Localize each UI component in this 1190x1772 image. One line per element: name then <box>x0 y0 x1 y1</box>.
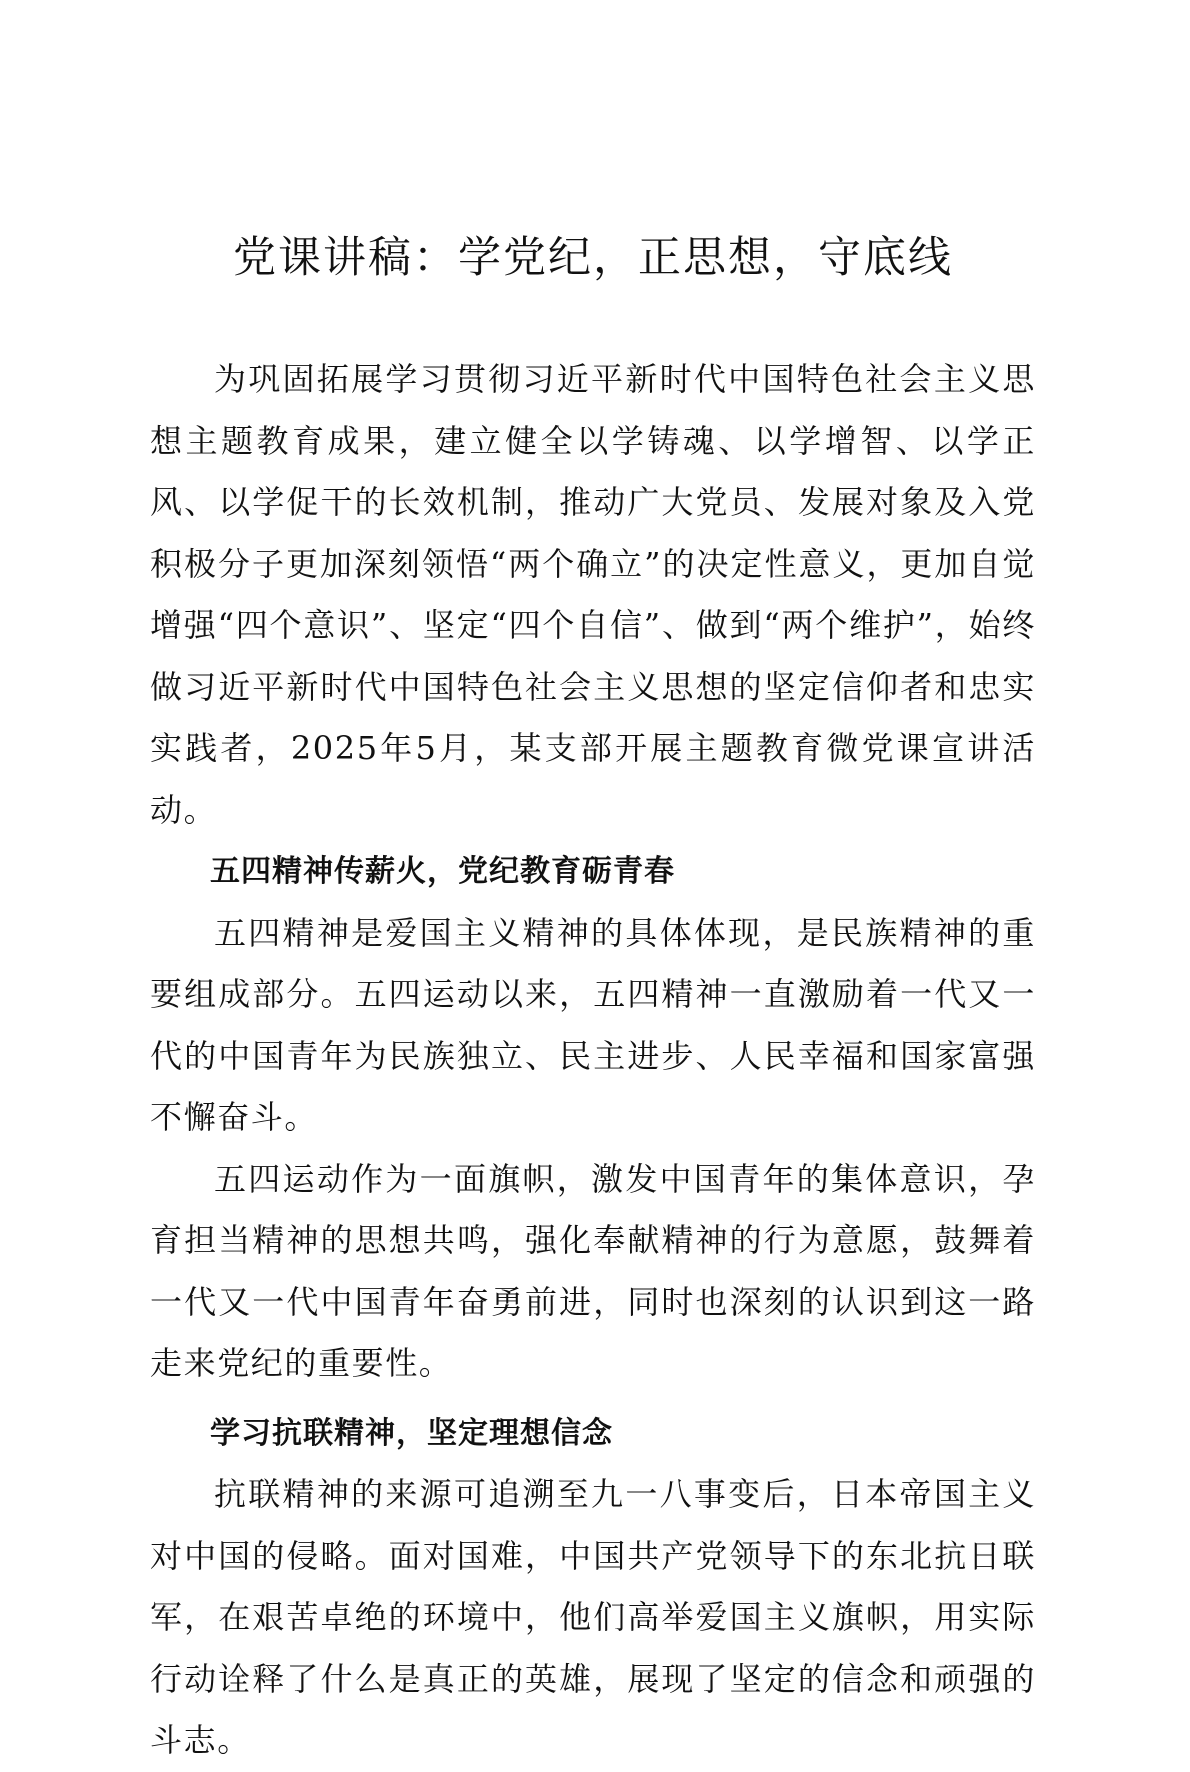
section-heading-may-fourth: 五四精神传薪火，党纪教育砺青春 <box>210 854 675 889</box>
section-heading-anti-japanese-alliance: 学习抗联精神，坚定理想信念 <box>210 1415 613 1451</box>
document-body <box>150 349 1036 1772</box>
section-paragraph: 五四精神是爱国主义精神的具体体现，是民族精神的重要组成部分。五四运动以来，五四精神一直激励着一代又一代的中国青年为民族独立、民主进步、人民幸福和国家富强不懈奋斗。 <box>150 913 1036 1136</box>
intro-paragraph: 为巩固拓展学习贯彻习近平新时代中国特色社会主义思想主题教育成果，建立健全以学铸魂、以学增智、以学正风、以学促干的长效机制，推动广大党员、发展对象及入党积极分子更加深刻领悟“两个确立”的决定性意义，更加自觉增强“四个意识”、坚定“四个自信”、做到“两个维护”，始终做习近平新时代中国特色社会主义思想的坚定信仰者和忠实实践者，2025年5月，某支部开展主题教育微党课宣讲活动。 <box>150 360 1036 829</box>
section-paragraph: 抗联精神的来源可追溯至九一八事变后，日本帝国主义对中国的侵略。面对国难，中国共产党领导下的东北抗日联军，在艰苦卓绝的环境中，他们高举爱国主义旗帜，用实际行动诠释了什么是真正的英雄，展现了坚定的信念和顽强的斗志。 <box>150 1475 1036 1759</box>
document-page <box>150 0 1036 1759</box>
section-paragraph: 五四运动作为一面旗帜，激发中国青年的集体意识，孕育担当精神的思想共鸣，强化奉献精神的行为意愿，鼓舞着一代又一代中国青年奋勇前进，同时也深刻的认识到这一路走来党纪的重要性。 <box>150 1159 1036 1382</box>
document-title: 党课讲稿：学党纪，正思想，守底线 <box>233 233 953 283</box>
